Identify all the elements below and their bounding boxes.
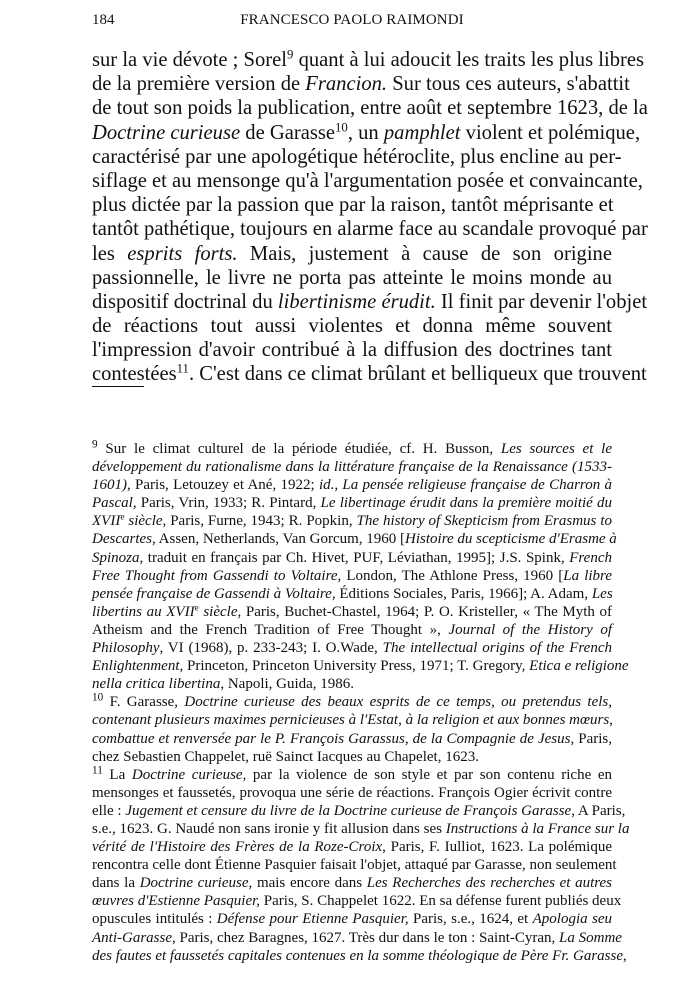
footnote-number: 9 <box>92 438 98 451</box>
body-line: tantôt pathétique, toujours en alarme face au scandale provoqué par <box>92 218 648 241</box>
body-line: l'impression d'avoir contribué à la diffusion des doctrines tant <box>92 339 612 362</box>
footnote-separator <box>92 386 144 387</box>
body-line: les esprits forts. Mais, justement à cause de son origine <box>92 242 612 265</box>
body-line: contestées$^{11}$. C'est dans ce climat brûlant et belliqueux que trouvent <box>92 361 647 386</box>
body-line: de la première version de Francion. Sur tous ces auteurs, s'abattit <box>92 73 630 96</box>
body-line: Doctrine curieuse de Garasse$^{10}$, un pamphlet violent et polémique, <box>92 119 641 144</box>
footnote-9: $^9$ Sur le climat culturel de la période étudiée, cf. H. Busson, Les sources et le développement du rationalisme dans la littérature française de la Renaissance (1533- 1601), Paris, Letouzey et Ané, 1922; id., La pensée religieuse française de Charron à Pascal, Paris, Vrin, 1933; R. Pintard, Le libertinage érudit dans la première moitié du XVIIe siècle, Paris, Furne, 1943; R. Popkin, The history of Skepticism from Erasmus to Descartes, Assen, Netherlands, Van Gorcum, 1960 [Histoire du scepticisme d'Erasme à Spinoza, traduit en français par Ch. Hivet, PUF, Léviathan, 1995]; J.S. Spink, French Free Thought from Gassendi to Voltaire, London, The Athlone Press, 1960 [La libre pensée française de Gassendi à Voltaire, Éditions Sociales, Paris, 1966]; A. Adam, Les libertins au XVIIe siècle, Paris, Buchet-Chastel, 1964; P. O. Kristeller, « The Myth of Atheism and the French Tradition of Free Thought », Journal of the History of Philosophy, VI (1968), p. 233-243; I. O.Wade, The intellectual origins of the French Enlightenment, Princeton, Princeton University Press, 1971; T. Gregory, Etica e religione nella critica libertina, Napoli, Guida, 1986. <box>92 438 629 693</box>
body-line: passionnelle, le livre ne porta pas atteinte le moins monde au <box>92 266 612 289</box>
page-number: 184 <box>92 12 115 28</box>
footnote-number: 10 <box>92 691 104 704</box>
running-head: FRANCESCO PAOLO RAIMONDI <box>240 12 464 28</box>
body-line: de tout son poids la publication, entre août et septembre 1623, de la <box>92 97 648 120</box>
body-line: dispositif doctrinal du libertinisme érudit. Il finit par devenir l'objet <box>92 290 648 313</box>
body-line: caractérisé par une apologétique hétéroclite, plus encline au per- <box>92 145 622 168</box>
footnote-ref: 11 <box>176 361 189 376</box>
footnotes <box>92 438 630 965</box>
body-line: siflage et au mensonge qu'à l'argumentation posée et convaincante, <box>92 169 643 192</box>
body-line: plus dictée par la passion que par la raison, tantôt méprisante et <box>92 194 614 217</box>
footnote-ref: 9 <box>287 47 294 62</box>
body-line: de réactions tout aussi violentes et donna même souvent <box>92 315 612 338</box>
body-line: sur la vie dévote ; Sorel$^9$ quant à lui adoucit les traits les plus libres <box>92 47 645 71</box>
page-header <box>92 12 612 34</box>
footnote-11: $^{11}$ La Doctrine curieuse, par la violence de son style et par son contenu riche en mensonges et faussetés, provoqua une série de réactions. François Ogier écrivit contre elle : Jugement et censure du livre de la Doctrine curieuse de François Garasse, A Paris, s.e., 1623. G. Naudé non sans ironie y fit allusion dans ses Instructions à la France sur la vérité de l'Histoire des Frères de la Roze-Croix, Paris, F. Iulliot, 1623. La polémique rencontra celle dont Étienne Pasquier faisait l'objet, attaqué par Garasse, non seulement dans la Doctrine curieuse, mais encore dans Les Recherches des recherches et autres œuvres d'Estienne Pasquier, Paris, S. Chappelet 1622. En sa défense furent publiés deux opuscules intitulés : Défense pour Etienne Pasquier, Paris, s.e., 1624, et Apologia seu Anti-Garasse, Paris, chez Baragnes, 1627. Très dur dans le ton : Saint-Cyran, La Somme des fautes et faussetés capitales contenues en la somme théologique de Père Fr. Garasse, <box>92 764 630 964</box>
footnote-ref: 10 <box>335 119 348 134</box>
footnote-10: $^{10}$ F. Garasse, Doctrine curieuse des beaux esprits de ce temps, ou pretendus tels, contenant plusieurs maximes pernicieuses à l'Estat, à la religion et aux bonnes mœurs, combattue et renversée par le P. François Garassus, de la Compagnie de Jesus, Paris, chez Sebastien Chappelet, ruë Sainct Iacques au Chapelet, 1623. <box>92 691 613 765</box>
body-text <box>92 47 648 387</box>
footnote-number: 11 <box>92 764 103 777</box>
